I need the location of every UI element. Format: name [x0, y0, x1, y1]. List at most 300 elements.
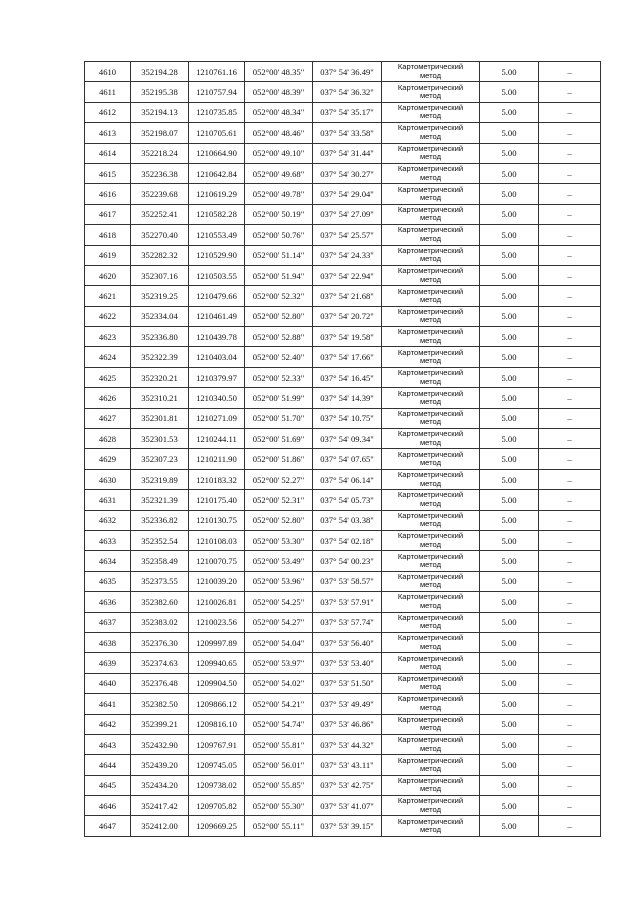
- method-cell: [382, 469, 480, 489]
- method-line-1: Картометрический: [397, 388, 464, 398]
- method-line-1: Картометрический: [397, 286, 464, 296]
- latitude-cell: 052°00' 52.32": [245, 286, 313, 306]
- method-cell: [382, 449, 480, 469]
- table-row: [85, 755, 601, 775]
- x-coordinate-cell: 352307.23: [131, 449, 189, 469]
- note-cell: –: [539, 204, 601, 224]
- latitude-cell: 052°00' 52.27": [245, 469, 313, 489]
- x-coordinate-cell: 352194.13: [131, 102, 189, 122]
- point-number-cell: 4623: [85, 327, 131, 347]
- latitude-cell: 052°00' 53.30": [245, 530, 313, 550]
- x-coordinate-cell: 352373.55: [131, 571, 189, 591]
- method-line-2: метод: [419, 70, 442, 80]
- method-line-2: метод: [419, 539, 442, 549]
- note-cell: –: [539, 632, 601, 652]
- method-line-1: Картометрический: [397, 653, 464, 663]
- y-coordinate-cell: 1210070.75: [189, 551, 245, 571]
- longitude-cell: 037° 53' 43.11": [313, 755, 382, 775]
- x-coordinate-cell: 352376.48: [131, 673, 189, 693]
- method-cell: [382, 816, 480, 836]
- latitude-cell: 052°00' 51.99": [245, 388, 313, 408]
- table-row: [85, 306, 601, 326]
- method-cell: [382, 367, 480, 387]
- note-cell: –: [539, 82, 601, 102]
- y-coordinate-cell: 1209816.10: [189, 714, 245, 734]
- x-coordinate-cell: 352307.16: [131, 265, 189, 285]
- method-cell: [382, 551, 480, 571]
- y-coordinate-cell: 1210108.03: [189, 530, 245, 550]
- y-coordinate-cell: 1209997.89: [189, 632, 245, 652]
- y-coordinate-cell: 1210619.29: [189, 184, 245, 204]
- latitude-cell: 052°00' 52.80": [245, 510, 313, 530]
- table-row: [85, 265, 601, 285]
- longitude-cell: 037° 54' 06.14": [313, 469, 382, 489]
- method-line-2: метод: [419, 335, 442, 345]
- method-line-1: Картометрический: [397, 592, 464, 602]
- point-number-cell: 4620: [85, 265, 131, 285]
- method-line-2: метод: [419, 600, 442, 610]
- y-coordinate-cell: 1210130.75: [189, 510, 245, 530]
- method-line-2: метод: [419, 825, 442, 835]
- longitude-cell: 037° 54' 00.23": [313, 551, 382, 571]
- method-line-2: метод: [419, 498, 442, 508]
- table-row: [85, 816, 601, 836]
- table-row: [85, 245, 601, 265]
- latitude-cell: 052°00' 53.97": [245, 653, 313, 673]
- latitude-cell: 052°00' 48.46": [245, 123, 313, 143]
- method-cell: [382, 429, 480, 449]
- method-line-2: метод: [419, 437, 442, 447]
- table-row: [85, 714, 601, 734]
- note-cell: –: [539, 755, 601, 775]
- latitude-cell: 052°00' 52.88": [245, 327, 313, 347]
- longitude-cell: 037° 54' 25.57": [313, 225, 382, 245]
- method-line-2: метод: [419, 274, 442, 284]
- longitude-cell: 037° 54' 21.68": [313, 286, 382, 306]
- longitude-cell: 037° 53' 57.91": [313, 592, 382, 612]
- latitude-cell: 052°00' 52.40": [245, 347, 313, 367]
- method-line-1: Картометрический: [397, 164, 464, 174]
- note-cell: –: [539, 388, 601, 408]
- point-number-cell: 4644: [85, 755, 131, 775]
- longitude-cell: 037° 54' 30.27": [313, 163, 382, 183]
- method-line-2: метод: [419, 315, 442, 325]
- method-cell: [382, 632, 480, 652]
- accuracy-cell: 5.00: [480, 632, 539, 652]
- point-number-cell: 4645: [85, 775, 131, 795]
- longitude-cell: 037° 53' 56.40": [313, 632, 382, 652]
- table-row: [85, 694, 601, 714]
- x-coordinate-cell: 352270.40: [131, 225, 189, 245]
- table-row: [85, 367, 601, 387]
- latitude-cell: 052°00' 52.80": [245, 306, 313, 326]
- accuracy-cell: 5.00: [480, 510, 539, 530]
- x-coordinate-cell: 352439.20: [131, 755, 189, 775]
- accuracy-cell: 5.00: [480, 612, 539, 632]
- y-coordinate-cell: 1209904.50: [189, 673, 245, 693]
- point-number-cell: 4637: [85, 612, 131, 632]
- method-line-1: Картометрический: [397, 266, 464, 276]
- y-coordinate-cell: 1210503.55: [189, 265, 245, 285]
- point-number-cell: 4629: [85, 449, 131, 469]
- y-coordinate-cell: 1210479.66: [189, 286, 245, 306]
- table-row: [85, 204, 601, 224]
- method-cell: [382, 327, 480, 347]
- method-cell: [382, 184, 480, 204]
- method-cell: [382, 82, 480, 102]
- note-cell: –: [539, 286, 601, 306]
- longitude-cell: 037° 54' 10.75": [313, 408, 382, 428]
- accuracy-cell: 5.00: [480, 367, 539, 387]
- latitude-cell: 052°00' 49.78": [245, 184, 313, 204]
- note-cell: –: [539, 796, 601, 816]
- method-line-1: Картометрический: [397, 551, 464, 561]
- method-line-2: метод: [419, 233, 442, 243]
- point-number-cell: 4616: [85, 184, 131, 204]
- method-line-1: Картометрический: [397, 62, 464, 72]
- latitude-cell: 052°00' 56.01": [245, 755, 313, 775]
- longitude-cell: 037° 53' 46.86": [313, 714, 382, 734]
- x-coordinate-cell: 352334.04: [131, 306, 189, 326]
- method-line-2: метод: [419, 478, 442, 488]
- method-line-2: метод: [419, 254, 442, 264]
- method-line-2: метод: [419, 662, 442, 672]
- x-coordinate-cell: 352352.54: [131, 530, 189, 550]
- note-cell: –: [539, 571, 601, 591]
- x-coordinate-cell: 352434.20: [131, 775, 189, 795]
- coordinates-table: [84, 61, 601, 837]
- latitude-cell: 052°00' 54.74": [245, 714, 313, 734]
- longitude-cell: 037° 54' 19.58": [313, 327, 382, 347]
- longitude-cell: 037° 54' 20.72": [313, 306, 382, 326]
- accuracy-cell: 5.00: [480, 530, 539, 550]
- method-line-2: метод: [419, 172, 442, 182]
- method-line-1: Картометрический: [397, 123, 464, 133]
- method-line-2: метод: [419, 193, 442, 203]
- method-line-1: Картометрический: [397, 449, 464, 459]
- note-cell: –: [539, 347, 601, 367]
- method-cell: [382, 530, 480, 550]
- method-line-2: метод: [419, 580, 442, 590]
- method-cell: [382, 408, 480, 428]
- method-cell: [382, 755, 480, 775]
- point-number-cell: 4639: [85, 653, 131, 673]
- longitude-cell: 037° 53' 44.32": [313, 734, 382, 754]
- latitude-cell: 052°00' 54.02": [245, 673, 313, 693]
- latitude-cell: 052°00' 50.76": [245, 225, 313, 245]
- point-number-cell: 4619: [85, 245, 131, 265]
- x-coordinate-cell: 352239.68: [131, 184, 189, 204]
- note-cell: –: [539, 184, 601, 204]
- note-cell: –: [539, 123, 601, 143]
- method-line-2: метод: [419, 641, 442, 651]
- method-line-1: Картометрический: [397, 714, 464, 724]
- method-line-2: метод: [419, 784, 442, 794]
- latitude-cell: 052°00' 54.04": [245, 632, 313, 652]
- y-coordinate-cell: 1210403.04: [189, 347, 245, 367]
- longitude-cell: 037° 54' 33.58": [313, 123, 382, 143]
- latitude-cell: 052°00' 49.68": [245, 163, 313, 183]
- accuracy-cell: 5.00: [480, 245, 539, 265]
- latitude-cell: 052°00' 48.34": [245, 102, 313, 122]
- method-line-1: Картометрический: [397, 694, 464, 704]
- table-row: [85, 490, 601, 510]
- y-coordinate-cell: 1210529.90: [189, 245, 245, 265]
- note-cell: –: [539, 102, 601, 122]
- note-cell: –: [539, 306, 601, 326]
- accuracy-cell: 5.00: [480, 102, 539, 122]
- point-number-cell: 4643: [85, 734, 131, 754]
- method-cell: [382, 225, 480, 245]
- method-line-2: метод: [419, 111, 442, 121]
- x-coordinate-cell: 352198.07: [131, 123, 189, 143]
- method-line-1: Картометрический: [397, 225, 464, 235]
- table-row: [85, 184, 601, 204]
- method-line-1: Картометрический: [397, 429, 464, 439]
- x-coordinate-cell: 352320.21: [131, 367, 189, 387]
- note-cell: –: [539, 775, 601, 795]
- method-cell: [382, 143, 480, 163]
- table-row: [85, 163, 601, 183]
- x-coordinate-cell: 352383.02: [131, 612, 189, 632]
- point-number-cell: 4647: [85, 816, 131, 836]
- y-coordinate-cell: 1210553.49: [189, 225, 245, 245]
- note-cell: –: [539, 510, 601, 530]
- table-row: [85, 62, 601, 82]
- method-cell: [382, 571, 480, 591]
- y-coordinate-cell: 1209705.82: [189, 796, 245, 816]
- x-coordinate-cell: 352319.89: [131, 469, 189, 489]
- y-coordinate-cell: 1210582.28: [189, 204, 245, 224]
- note-cell: –: [539, 143, 601, 163]
- method-line-2: метод: [419, 376, 442, 386]
- accuracy-cell: 5.00: [480, 327, 539, 347]
- point-number-cell: 4613: [85, 123, 131, 143]
- method-line-2: метод: [419, 131, 442, 141]
- method-line-1: Картометрический: [397, 306, 464, 316]
- accuracy-cell: 5.00: [480, 388, 539, 408]
- x-coordinate-cell: 352382.50: [131, 694, 189, 714]
- table-row: [85, 530, 601, 550]
- method-line-1: Картометрический: [397, 184, 464, 194]
- y-coordinate-cell: 1209940.65: [189, 653, 245, 673]
- longitude-cell: 037° 53' 39.15": [313, 816, 382, 836]
- longitude-cell: 037° 53' 42.75": [313, 775, 382, 795]
- accuracy-cell: 5.00: [480, 449, 539, 469]
- table-row: [85, 123, 601, 143]
- table-row: [85, 551, 601, 571]
- method-line-2: метод: [419, 152, 442, 162]
- method-cell: [382, 796, 480, 816]
- x-coordinate-cell: 352195.38: [131, 82, 189, 102]
- longitude-cell: 037° 54' 29.04": [313, 184, 382, 204]
- method-line-1: Картометрический: [397, 633, 464, 643]
- method-line-1: Картометрический: [397, 674, 464, 683]
- y-coordinate-cell: 1209767.91: [189, 734, 245, 754]
- y-coordinate-cell: 1209669.25: [189, 816, 245, 836]
- note-cell: –: [539, 469, 601, 489]
- x-coordinate-cell: 352301.81: [131, 408, 189, 428]
- x-coordinate-cell: 352399.21: [131, 714, 189, 734]
- table-row: [85, 388, 601, 408]
- latitude-cell: 052°00' 51.69": [245, 429, 313, 449]
- table-row: [85, 653, 601, 673]
- y-coordinate-cell: 1209745.05: [189, 755, 245, 775]
- x-coordinate-cell: 352252.41: [131, 204, 189, 224]
- longitude-cell: 037° 53' 57.74": [313, 612, 382, 632]
- latitude-cell: 052°00' 53.49": [245, 551, 313, 571]
- table-row: [85, 469, 601, 489]
- y-coordinate-cell: 1210026.81: [189, 592, 245, 612]
- accuracy-cell: 5.00: [480, 734, 539, 754]
- latitude-cell: 052°00' 48.35": [245, 62, 313, 82]
- point-number-cell: 4621: [85, 286, 131, 306]
- point-number-cell: 4635: [85, 571, 131, 591]
- latitude-cell: 052°00' 53.96": [245, 571, 313, 591]
- method-line-1: Картометрический: [397, 775, 464, 785]
- x-coordinate-cell: 352321.39: [131, 490, 189, 510]
- x-coordinate-cell: 352412.00: [131, 816, 189, 836]
- latitude-cell: 052°00' 54.21": [245, 694, 313, 714]
- method-cell: [382, 286, 480, 306]
- note-cell: –: [539, 714, 601, 734]
- accuracy-cell: 5.00: [480, 653, 539, 673]
- x-coordinate-cell: 352382.60: [131, 592, 189, 612]
- table-row: [85, 632, 601, 652]
- note-cell: –: [539, 367, 601, 387]
- method-cell: [382, 62, 480, 82]
- method-line-2: метод: [419, 396, 442, 406]
- table-row: [85, 510, 601, 530]
- note-cell: –: [539, 245, 601, 265]
- latitude-cell: 052°00' 48.39": [245, 82, 313, 102]
- accuracy-cell: 5.00: [480, 408, 539, 428]
- point-number-cell: 4631: [85, 490, 131, 510]
- y-coordinate-cell: 1210175.40: [189, 490, 245, 510]
- y-coordinate-cell: 1210735.85: [189, 102, 245, 122]
- note-cell: –: [539, 551, 601, 571]
- y-coordinate-cell: 1210023.56: [189, 612, 245, 632]
- accuracy-cell: 5.00: [480, 673, 539, 693]
- method-line-1: Картометрический: [397, 572, 464, 582]
- point-number-cell: 4640: [85, 673, 131, 693]
- table-row: [85, 734, 601, 754]
- y-coordinate-cell: 1210705.61: [189, 123, 245, 143]
- y-coordinate-cell: 1210757.94: [189, 82, 245, 102]
- point-number-cell: 4628: [85, 429, 131, 449]
- method-cell: [382, 734, 480, 754]
- y-coordinate-cell: 1210664.90: [189, 143, 245, 163]
- method-line-2: метод: [419, 519, 442, 529]
- longitude-cell: 037° 53' 58.57": [313, 571, 382, 591]
- table-row: [85, 592, 601, 612]
- y-coordinate-cell: 1210439.78: [189, 327, 245, 347]
- method-cell: [382, 245, 480, 265]
- note-cell: –: [539, 327, 601, 347]
- method-line-2: метод: [419, 723, 442, 733]
- x-coordinate-cell: 352322.39: [131, 347, 189, 367]
- method-line-2: метод: [419, 417, 442, 427]
- method-cell: [382, 102, 480, 122]
- method-line-1: Картометрический: [397, 531, 464, 541]
- latitude-cell: 052°00' 51.14": [245, 245, 313, 265]
- note-cell: –: [539, 408, 601, 428]
- method-line-1: Картометрический: [397, 327, 464, 337]
- x-coordinate-cell: 352432.90: [131, 734, 189, 754]
- latitude-cell: 052°00' 52.33": [245, 367, 313, 387]
- method-line-2: метод: [419, 458, 442, 468]
- longitude-cell: 037° 54' 36.32": [313, 82, 382, 102]
- point-number-cell: 4610: [85, 62, 131, 82]
- x-coordinate-cell: 352218.24: [131, 143, 189, 163]
- x-coordinate-cell: 352282.32: [131, 245, 189, 265]
- method-cell: [382, 673, 480, 693]
- accuracy-cell: 5.00: [480, 225, 539, 245]
- table-row: [85, 82, 601, 102]
- method-cell: [382, 388, 480, 408]
- note-cell: –: [539, 163, 601, 183]
- longitude-cell: 037° 54' 03.38": [313, 510, 382, 530]
- x-coordinate-cell: 352319.25: [131, 286, 189, 306]
- longitude-cell: 037° 54' 02.18": [313, 530, 382, 550]
- table-row: [85, 408, 601, 428]
- x-coordinate-cell: 352358.49: [131, 551, 189, 571]
- accuracy-cell: 5.00: [480, 82, 539, 102]
- method-line-2: метод: [419, 804, 442, 814]
- latitude-cell: 052°00' 54.27": [245, 612, 313, 632]
- y-coordinate-cell: 1209738.02: [189, 775, 245, 795]
- point-number-cell: 4612: [85, 102, 131, 122]
- accuracy-cell: 5.00: [480, 694, 539, 714]
- table-row: [85, 796, 601, 816]
- longitude-cell: 037° 54' 24.33": [313, 245, 382, 265]
- method-cell: [382, 490, 480, 510]
- note-cell: –: [539, 429, 601, 449]
- longitude-cell: 037° 53' 51.50": [313, 673, 382, 693]
- accuracy-cell: 5.00: [480, 347, 539, 367]
- x-coordinate-cell: 352301.53: [131, 429, 189, 449]
- table-row: [85, 673, 601, 693]
- table-row: [85, 286, 601, 306]
- point-number-cell: 4611: [85, 82, 131, 102]
- y-coordinate-cell: 1210183.32: [189, 469, 245, 489]
- point-number-cell: 4626: [85, 388, 131, 408]
- method-line-1: Картометрический: [397, 347, 464, 357]
- method-line-2: метод: [419, 743, 442, 753]
- method-line-1: Картометрический: [397, 612, 464, 622]
- longitude-cell: 037° 54' 09.34": [313, 429, 382, 449]
- accuracy-cell: 5.00: [480, 490, 539, 510]
- latitude-cell: 052°00' 55.11": [245, 816, 313, 836]
- table-row: [85, 449, 601, 469]
- method-line-1: Картометрический: [397, 82, 464, 92]
- method-line-2: метод: [419, 294, 442, 304]
- method-line-1: Картометрический: [397, 735, 464, 745]
- method-cell: [382, 510, 480, 530]
- method-cell: [382, 775, 480, 795]
- point-number-cell: 4625: [85, 367, 131, 387]
- accuracy-cell: 5.00: [480, 816, 539, 836]
- longitude-cell: 037° 54' 35.17": [313, 102, 382, 122]
- x-coordinate-cell: 352236.38: [131, 163, 189, 183]
- accuracy-cell: 5.00: [480, 306, 539, 326]
- latitude-cell: 052°00' 49.10": [245, 143, 313, 163]
- point-number-cell: 4622: [85, 306, 131, 326]
- point-number-cell: 4614: [85, 143, 131, 163]
- method-cell: [382, 714, 480, 734]
- longitude-cell: 037° 53' 53.40": [313, 653, 382, 673]
- method-cell: [382, 265, 480, 285]
